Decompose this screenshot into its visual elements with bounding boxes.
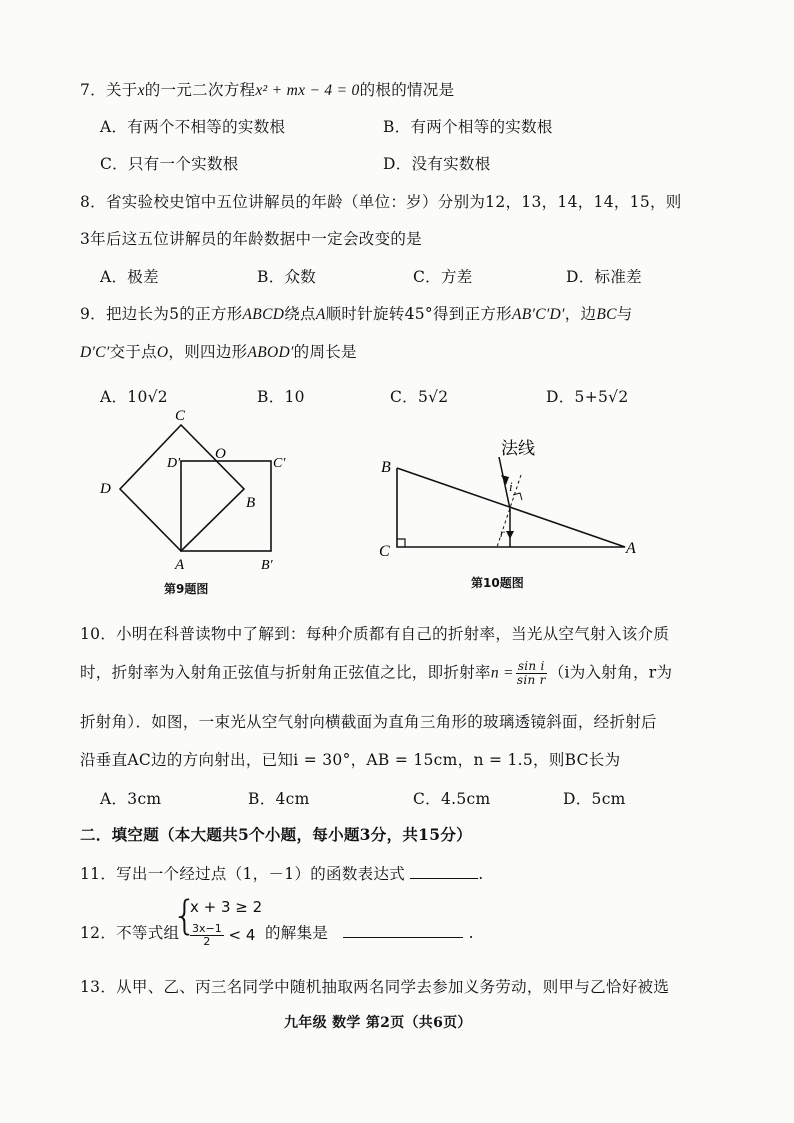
- q10-line2-a: 时，折射率为入射角正弦值与折射角正弦值之比，即折射率: [80, 663, 491, 682]
- q7-suffix: 的根的情况是: [359, 81, 455, 99]
- q9-edge-dc: D′C′: [80, 344, 110, 361]
- q12-answer-blank[interactable]: [343, 923, 463, 938]
- q9-line1: [80, 302, 633, 324]
- q7-stem: [80, 78, 454, 100]
- q7-mid: 的一元二次方程: [144, 81, 256, 99]
- q10-line1: 10．小明在科普读物中了解到：每种介质都有自己的折射率，当光从空气射入该介质: [80, 625, 670, 643]
- fig9-label-o: O: [215, 446, 226, 462]
- q9-text-a: 9．把边长为5的正方形: [80, 305, 243, 323]
- fig10-label-r: r: [500, 526, 505, 540]
- q7-option-c: C．只有一个实数根: [100, 155, 239, 173]
- figure-10: [375, 435, 655, 565]
- q9-option-b: B．10: [257, 388, 305, 406]
- q7-var: x: [137, 82, 145, 99]
- q9-point-o: O: [156, 344, 169, 361]
- fig10-label-c: C: [379, 543, 390, 560]
- q13: 13．从甲、乙、丙三名同学中随机抽取两名同学去参加义务劳动，则甲与乙恰好被选: [80, 978, 670, 996]
- q10-n-eq: n =: [490, 664, 514, 682]
- q9-square2-name: AB′C′D′: [511, 306, 565, 323]
- q9-square-name: ABCD: [242, 306, 285, 323]
- q7-option-d: D．没有实数根: [383, 155, 491, 173]
- q11-end: .: [478, 865, 484, 883]
- fig10-label-i: i: [509, 479, 513, 494]
- fig9-label-a: A: [175, 557, 185, 573]
- fig9-label-b-prime: B′: [261, 558, 273, 573]
- q10-frac-den: sin r: [516, 673, 546, 687]
- fig10-label-b: B: [381, 459, 391, 476]
- q12-end: .: [468, 924, 474, 942]
- q9-edge-bc: BC: [596, 306, 617, 323]
- q10-option-d: D．5cm: [563, 790, 626, 808]
- q12-prefix: 12．不等式组: [80, 924, 180, 942]
- fig9-label-c-prime: C′: [273, 456, 286, 471]
- fig10-normal-label: 法线: [501, 439, 535, 458]
- q12-ineq1: x + 3 ≥ 2: [190, 898, 263, 916]
- fig9-label-c: C: [175, 408, 186, 424]
- q11: [80, 862, 484, 884]
- q9-text-g: ，边: [564, 305, 597, 323]
- square-abcd: [120, 425, 244, 551]
- q12-ineq2-rest: < 4: [228, 926, 256, 944]
- q11-text: 11．写出一个经过点（1，－1）的函数表达式: [80, 865, 406, 883]
- q9-text-f2: 的周长是: [293, 343, 357, 361]
- q12-frac-den: 2: [203, 935, 211, 948]
- q12-brace: {: [172, 893, 198, 939]
- q9-line2: [80, 340, 357, 362]
- q9-text-i: 与: [616, 305, 633, 323]
- q9-text-d2: ，则四边形: [168, 343, 248, 361]
- q8-line1: 8．省实验校史馆中五位讲解员的年龄（单位：岁）分别为12，13，14，14，15，则: [80, 193, 682, 211]
- right-angle-c: [397, 539, 405, 547]
- fig9-label-b: B: [246, 495, 256, 511]
- q12-suffix: [265, 921, 474, 943]
- q8-line2: 3年后这五位讲解员的年龄数据中一定会改变的是: [80, 230, 422, 248]
- q12-ineq2-frac: [190, 923, 224, 948]
- fig10-caption: 第10题图: [471, 576, 524, 590]
- q10-option-a: A．3cm: [100, 790, 162, 808]
- q9-option-a: A．10√2: [100, 388, 168, 406]
- q7-option-b: B．有两个相等的实数根: [383, 118, 553, 136]
- q8-option-b: B．众数: [257, 268, 317, 286]
- q9-option-c: C．5√2: [390, 388, 449, 406]
- q9-text-b2: 交于点: [109, 343, 157, 361]
- fig9-label-d-prime: D′: [167, 456, 181, 471]
- q12-ineq2: [190, 923, 255, 948]
- q7-equation: x² + mx − 4 = 0: [255, 82, 360, 99]
- q10-line4: 沿垂直AC边的方向射出，已知i = 30°，AB = 15cm，n = 1.5，则BC长为: [80, 751, 621, 769]
- q10-line2-b: （i为入射角，r为: [548, 663, 673, 682]
- q10-option-b: B．4cm: [248, 790, 310, 808]
- q12-suffix-text: 的解集是: [265, 924, 329, 942]
- q10-line2: [80, 660, 672, 687]
- q9-text-e: 顺时针旋转45°得到正方形: [325, 305, 512, 323]
- q7-prefix: 7．关于: [80, 81, 138, 99]
- q9-option-d: D．5+5√2: [546, 388, 629, 406]
- q10-option-c: C．4.5cm: [413, 790, 491, 808]
- q10-line3: 折射角）．如图，一束光从空气射向横截面为直角三角形的玻璃透镜斜面，经折射后: [80, 713, 657, 731]
- q8-option-d: D．标准差: [566, 268, 642, 286]
- page-footer: 九年级 数学 第2页（共6页）: [284, 1015, 472, 1031]
- q7-option-a: A．有两个不相等的实数根: [100, 118, 286, 136]
- fig9-label-d: D: [100, 481, 111, 497]
- refracted-arrow: [506, 531, 514, 539]
- q10-fraction: [516, 660, 547, 687]
- fig10-label-a: A: [626, 540, 636, 557]
- figure-9: [95, 403, 305, 578]
- section2-title: 二．填空题（本大题共5个小题，每小题3分，共15分）: [80, 825, 472, 844]
- q11-answer-blank[interactable]: [410, 864, 478, 879]
- q9-text-c: 绕点: [284, 305, 316, 323]
- q8-option-c: C．方差: [413, 268, 473, 286]
- q10-frac-num: sin i: [517, 659, 545, 673]
- q9-quad-name: ABOD′: [247, 344, 294, 361]
- fig9-caption: 第9题图: [164, 582, 209, 596]
- q9-point-a: A: [315, 306, 326, 323]
- q12-frac-num: 3x−1: [192, 922, 222, 935]
- q8-option-a: A．极差: [100, 268, 159, 286]
